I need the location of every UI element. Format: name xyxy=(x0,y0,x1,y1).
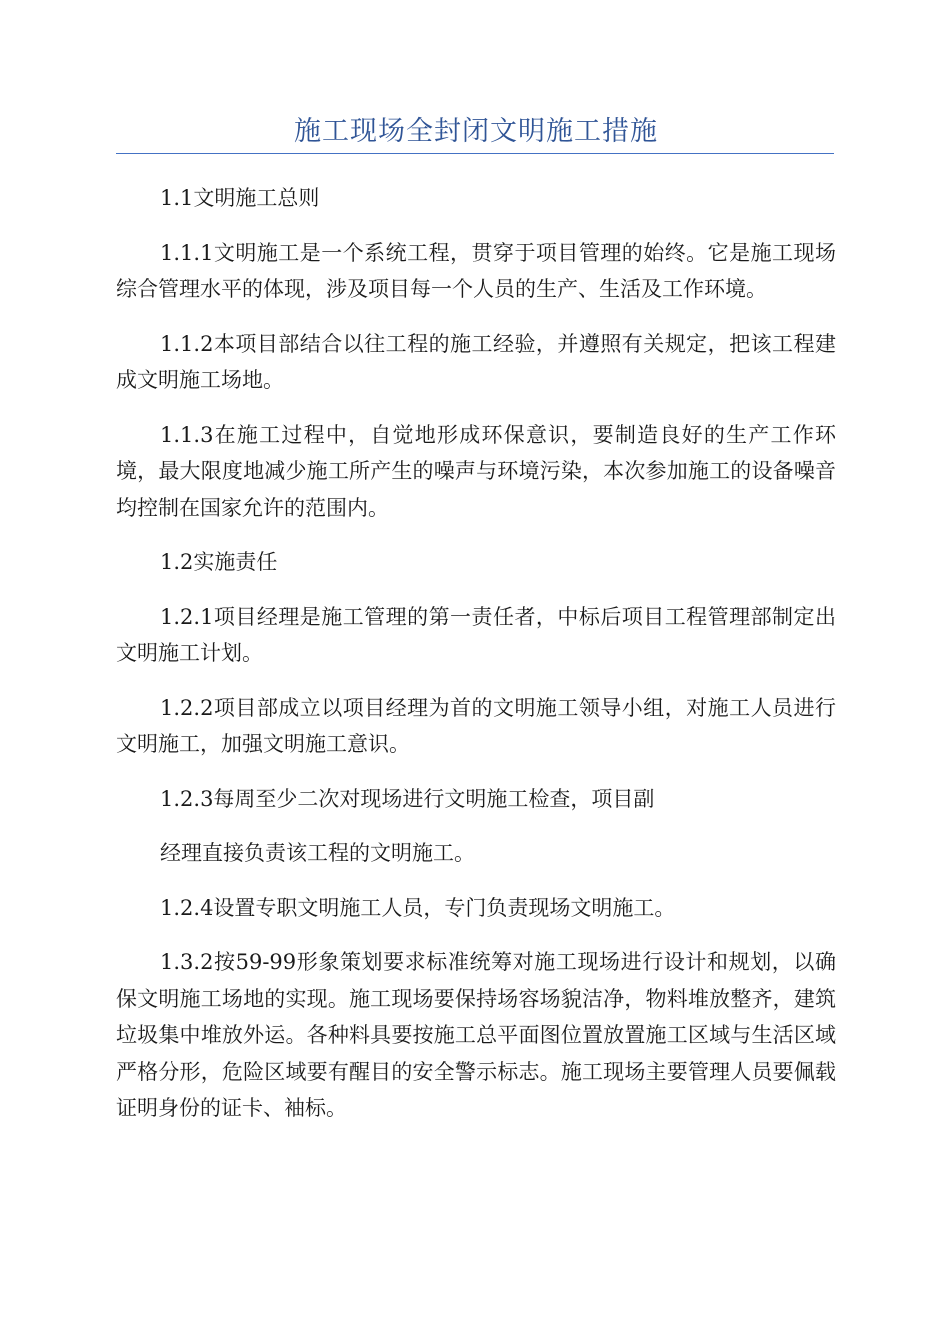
document-body xyxy=(116,180,836,1127)
title-underline xyxy=(116,153,834,154)
paragraph-1-1-3: 1.1.3在施工过程中，自觉地形成环保意识，要制造良好的生产工作环境，最大限度地减少施工所产生的噪声与环境污染，本次参加施工的设备噪音均控制在国家允许的范围内。 xyxy=(116,422,836,520)
paragraph-1-1-2: 1.1.2本项目部结合以往工程的施工经验，并遵照有关规定，把该工程建成文明施工场地。 xyxy=(116,331,836,392)
paragraph-1-2-2: 1.2.2项目部成立以项目经理为首的文明施工领导小组，对施工人员进行文明施工，加强文明施工意识。 xyxy=(116,695,836,756)
document-title: 施工现场全封闭文明施工措施 xyxy=(294,116,658,147)
paragraph-1-2-1: 1.2.1项目经理是施工管理的第一责任者，中标后项目工程管理部制定出文明施工计划。 xyxy=(116,604,836,665)
paragraph-1-1-1: 1.1.1文明施工是一个系统工程，贯穿于项目管理的始终。它是施工现场综合管理水平的体现，涉及项目每一个人员的生产、生活及工作环境。 xyxy=(116,240,836,301)
paragraph-1-2-4: 1.2.4设置专职文明施工人员，专门负责现场文明施工。 xyxy=(160,895,676,920)
section-heading-1-1: 1.1文明施工总则 xyxy=(160,186,320,210)
paragraph-1-2-3: 1.2.3每周至少二次对现场进行文明施工检查，项目副 xyxy=(160,786,655,811)
section-heading-1-2: 1.2实施责任 xyxy=(160,550,278,574)
paragraph-1-3-2: 1.3.2按59-99形象策划要求标准统筹对施工现场进行设计和规划，以确保文明施工场地的实现。施工现场要保持场容场貌洁净，物料堆放整齐，建筑垃圾集中堆放外运。各种料具要按施工总平面图位置放置施工区域与生活区域严格分形，危险区域要有醒目的安全警示标志。施工现场主要管理人员要佩载证明身份的证卡、袖标。 xyxy=(116,950,836,1120)
paragraph-1-2-3-continued: 经理直接负责该工程的文明施工。 xyxy=(160,841,475,865)
document-page xyxy=(116,112,836,1145)
